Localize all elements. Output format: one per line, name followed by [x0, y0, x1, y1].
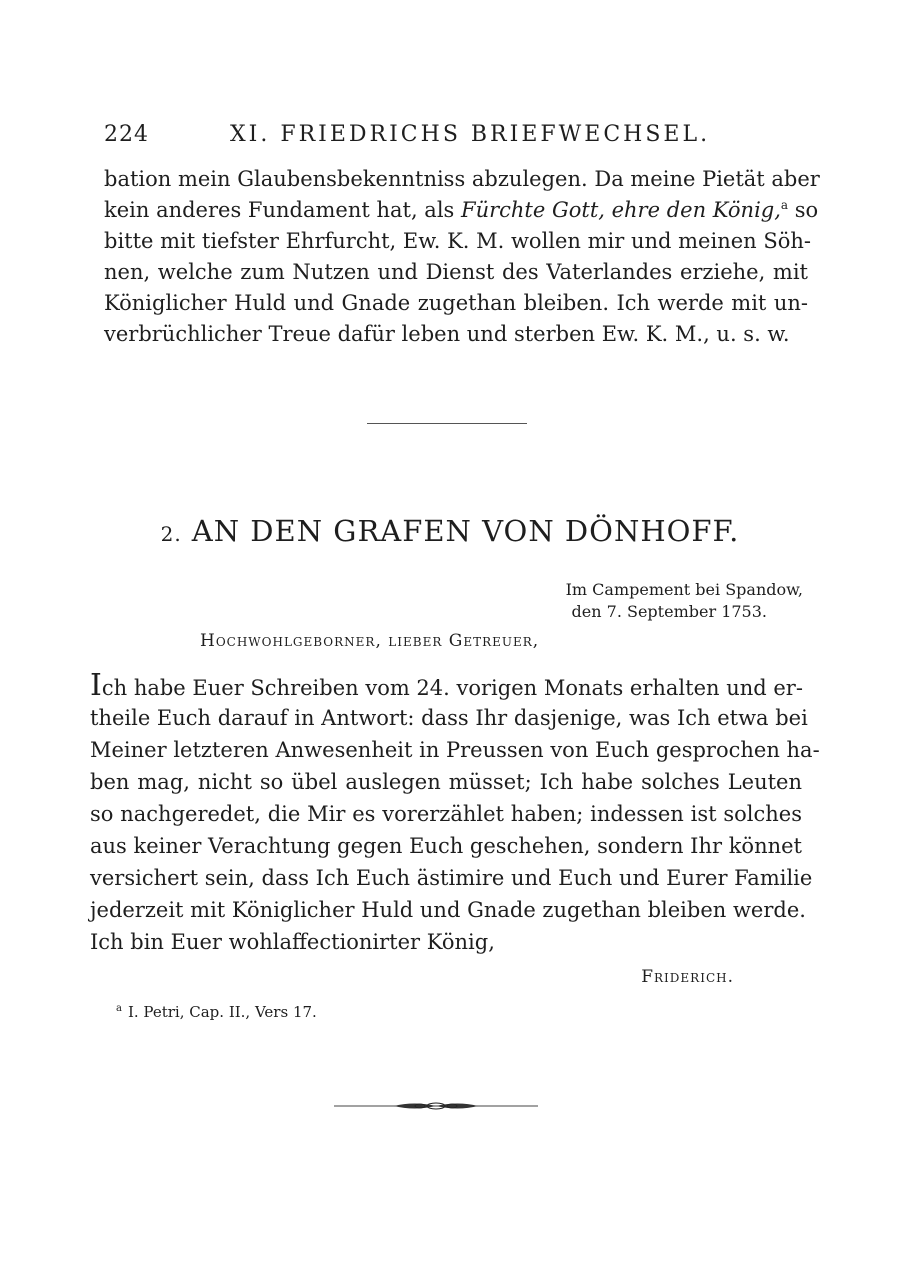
text-line: bation mein Glaubensbekenntniss abzulegen. Da meine Pietät aber [104, 167, 820, 191]
text-line: verbrüchlicher Treue dafür leben und sterben Ew. K. M., u. s. w. [104, 322, 790, 346]
footnote-text: I. Petri, Cap. II., Vers 17. [127, 1003, 317, 1021]
text-line: nen, welche zum Nutzen und Dienst des Vaterlandes erziehe, mit [104, 260, 808, 284]
text-segment: kein anderes Fundament hat, als [104, 198, 461, 222]
previous-letter-ending [104, 164, 820, 350]
text-line: Königlicher Huld und Gnade zugethan bleiben. Ich werde mit un- [104, 291, 808, 315]
letter-number: 2. [160, 522, 182, 546]
quotation-italic: Fürchte Gott, ehre den König, [461, 198, 781, 222]
text-line: versichert sein, dass Ich Euch ästimire und Euch und Eurer Familie [90, 866, 813, 890]
text-line: theile Euch darauf in Antwort: dass Ihr dasjenige, was Ich etwa bei [90, 706, 808, 730]
text-segment: ch habe Euer Schreiben vom 24. vorigen Monats erhalten und er- [101, 676, 803, 700]
text-line: ben mag, nicht so übel auslegen müsset; Ich habe solches Leuten [90, 770, 802, 794]
section-divider [367, 423, 527, 424]
text-line [104, 195, 819, 226]
text-line: Meiner letzteren Anwesenheit in Preussen von Euch gesprochen ha- [90, 738, 820, 762]
running-head [104, 122, 804, 152]
text-line: Ich bin Euer wohlaffectionirter König, [90, 930, 495, 954]
text-line: jederzeit mit Königlicher Huld und Gnade zugethan bleiben werde. [90, 898, 806, 922]
letter-body [90, 668, 820, 958]
page-number: 224 [104, 122, 149, 147]
footnote-reference: a [780, 198, 789, 212]
text-segment: so [788, 198, 819, 222]
letter-heading: AN DEN GRAFEN VON DÖNHOFF. [191, 514, 740, 548]
end-ornament [334, 1098, 538, 1114]
signature: Friderich. [641, 967, 734, 987]
salutation: Hochwohlgeborner, lieber Getreuer, [200, 631, 540, 651]
initial-letter: I [90, 668, 102, 703]
running-title: XI. FRIEDRICHS BRIEFWECHSEL. [230, 122, 711, 147]
footnote-mark: a [116, 1003, 122, 1014]
text-line: bitte mit tiefster Ehrfurcht, Ew. K. M. wollen mir und meinen Söh- [104, 229, 812, 253]
text-line: so nachgeredet, die Mir es vorerzählet haben; indessen ist solches [90, 802, 802, 826]
text-line: aus keiner Verachtung gegen Euch geschehen, sondern Ihr könnet [90, 834, 802, 858]
footnote [116, 1003, 317, 1021]
letter-title [0, 514, 900, 548]
dateline-place: Im Campement bei Spandow, [565, 580, 803, 599]
text-line [90, 670, 802, 702]
dateline-date: den 7. September 1753. [571, 602, 767, 621]
